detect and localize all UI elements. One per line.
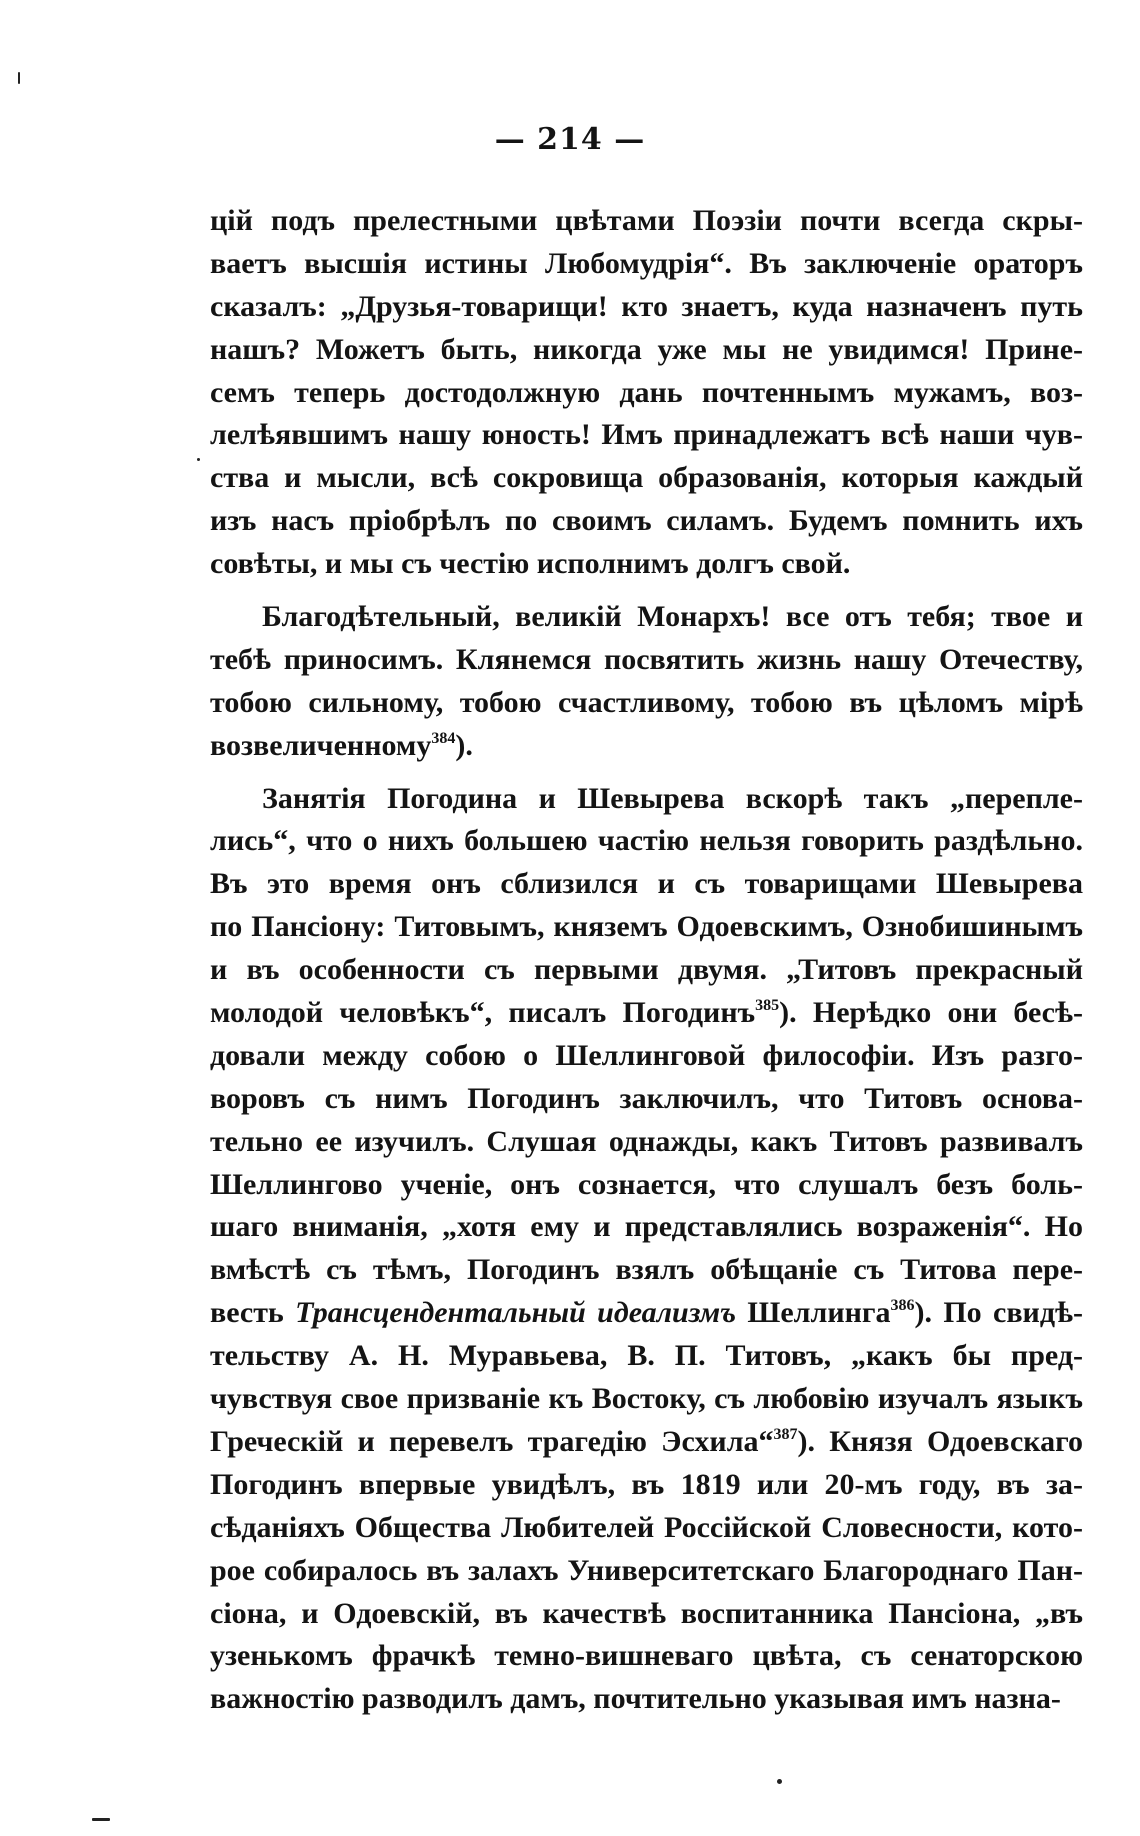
text-line: [210, 1249, 1083, 1292]
text-segment: Шеллинга: [736, 1296, 891, 1330]
text-line: [210, 1421, 1083, 1464]
text-line: [210, 329, 1083, 372]
text-segment: лись“, что о нихъ большею частію нельзя говорить раздѣльно.: [210, 824, 1083, 858]
text-line: [210, 1550, 1083, 1593]
text-line: [210, 1635, 1083, 1678]
text-segment: ). Князя Одоевскаго: [797, 1424, 1083, 1458]
body-text: [210, 200, 1083, 1721]
text-line: [210, 1164, 1083, 1207]
text-line: [210, 1206, 1083, 1249]
text-line: [210, 457, 1083, 500]
text-segment: ваетъ высшія истины Любомудрія“. Въ заключеніе ораторъ: [210, 246, 1083, 280]
text-segment: лелѣявшимъ нашу юность! Имъ принадлежатъ всѣ наши чув-: [210, 418, 1083, 452]
text-line: [210, 906, 1083, 949]
text-line: [210, 500, 1083, 543]
text-line: [210, 243, 1083, 286]
text-segment: Шеллингово ученіе, онъ сознается, что слушалъ безъ боль-: [210, 1167, 1083, 1201]
text-line: [210, 1593, 1083, 1636]
page-number: — 214 —: [494, 122, 646, 157]
text-line: [210, 949, 1083, 992]
text-segment: узенькомъ фрачкѣ темно-вишневаго цвѣта, съ сенаторскою: [210, 1639, 1083, 1673]
text-line: [210, 992, 1083, 1035]
text-line: [210, 1078, 1083, 1121]
text-line: [210, 725, 1083, 768]
text-line: [210, 596, 1083, 639]
text-segment: ). Нерѣдко они бесѣ-: [779, 996, 1083, 1030]
text-segment: Въ это время онъ сблизился и съ товарищами Шевырева: [210, 867, 1083, 901]
text-line: [210, 200, 1083, 243]
text-line: [210, 682, 1083, 725]
text-line: [210, 543, 1083, 586]
text-segment: шаго вниманія, „хотя ему и представлялись возраженія“. Но: [210, 1210, 1083, 1244]
text-segment: по Пансіону: Титовымъ, княземъ Одоевскимъ, Ознобишинымъ: [210, 910, 1083, 944]
text-segment: тобою сильному, тобою счастливому, тобою въ цѣломъ мірѣ: [210, 685, 1083, 719]
text-segment: изъ насъ пріобрѣлъ по своимъ силамъ. Будемъ помнить ихъ: [210, 504, 1083, 538]
text-segment: весть: [210, 1296, 296, 1330]
text-segment: чувствуя свое призваніе къ Востоку, съ любовію изучалъ языкъ: [210, 1382, 1083, 1416]
text-line: [210, 1035, 1083, 1078]
text-segment: ). По свидѣ-: [914, 1296, 1083, 1330]
text-segment: сіона, и Одоевскій, въ качествѣ воспитанника Пансіона, „въ: [210, 1596, 1083, 1630]
text-line: [210, 863, 1083, 906]
text-segment: тельно ее изучилъ. Слушая однажды, какъ Титовъ развивалъ: [210, 1124, 1083, 1158]
text-segment: Погодинъ впервые увидѣлъ, въ 1819 или 20-мъ году, въ за-: [210, 1467, 1083, 1501]
text-segment: ).: [455, 728, 473, 762]
text-segment: возвеличенному: [210, 728, 432, 762]
text-line: [210, 1121, 1083, 1164]
text-line: [210, 1292, 1083, 1335]
text-segment: и въ особенности съ первыми двумя. „Титовъ прекрасный: [210, 953, 1083, 987]
text-line: [210, 1678, 1083, 1721]
footnote-marker: 384: [431, 729, 456, 747]
text-segment: довали между собою о Шеллинговой философіи. Изъ разго-: [210, 1038, 1083, 1072]
margin-speck: [18, 72, 20, 84]
footnote-marker: 387: [773, 1425, 798, 1443]
text-segment: ства и мысли, всѣ сокровища образованія, которыя каждый: [210, 461, 1083, 495]
text-segment: воровъ съ нимъ Погодинъ заключилъ, что Титовъ основа-: [210, 1081, 1083, 1115]
text-line: [210, 778, 1083, 821]
text-segment: Занятія Погодина и Шевырева вскорѣ такъ „перепле-: [262, 781, 1083, 815]
text-line: [210, 1335, 1083, 1378]
text-segment: цій подъ прелестными цвѣтами Поэзіи почти всегда скры-: [210, 204, 1083, 237]
text-line: [210, 1464, 1083, 1507]
text-line: [210, 820, 1083, 863]
margin-speck: [92, 1818, 110, 1821]
margin-speck: [777, 1779, 782, 1784]
text-segment: тебѣ приносимъ. Клянемся посвятить жизнь нашу Отечеству,: [210, 642, 1083, 676]
margin-speck: [197, 458, 200, 461]
italic-title: Трансцендентальный идеализмъ: [295, 1296, 737, 1330]
text-segment: семъ теперь достодолжную дань почтеннымъ мужамъ, воз-: [210, 375, 1083, 409]
text-line: [210, 372, 1083, 415]
text-segment: нашъ? Можетъ быть, никогда уже мы не увидимся! Прине-: [210, 332, 1083, 366]
text-line: [210, 414, 1083, 457]
text-segment: молодой человѣкъ“, писалъ Погодинъ: [210, 996, 756, 1030]
footnote-marker: 385: [755, 997, 780, 1015]
text-segment: совѣты, и мы съ честію исполнимъ долгъ свой.: [210, 547, 851, 581]
text-segment: сказалъ: „Друзья-товарищи! кто знаетъ, куда назначенъ путь: [210, 289, 1083, 323]
text-line: [210, 639, 1083, 682]
text-line: [210, 286, 1083, 329]
text-segment: рое собиралось въ залахъ Университетскаго Благороднаго Пан-: [210, 1553, 1083, 1587]
text-segment: важностію разводилъ дамъ, почтительно указывая имъ назна-: [210, 1682, 1061, 1716]
text-line: [210, 1378, 1083, 1421]
text-segment: сѣданіяхъ Общества Любителей Россійской Словесности, кото-: [210, 1510, 1083, 1544]
text-line: [210, 1507, 1083, 1550]
text-segment: вмѣстѣ съ тѣмъ, Погодинъ взялъ обѣщаніе съ Титова пере-: [210, 1253, 1083, 1287]
footnote-marker: 386: [890, 1297, 915, 1315]
text-segment: Благодѣтельный, великій Монархъ! все отъ тебя; твое и: [262, 600, 1083, 634]
text-segment: тельству А. Н. Муравьева, В. П. Титовъ, „какъ бы пред-: [210, 1339, 1083, 1373]
text-segment: Греческій и перевелъ трагедію Эсхила“: [210, 1424, 774, 1458]
